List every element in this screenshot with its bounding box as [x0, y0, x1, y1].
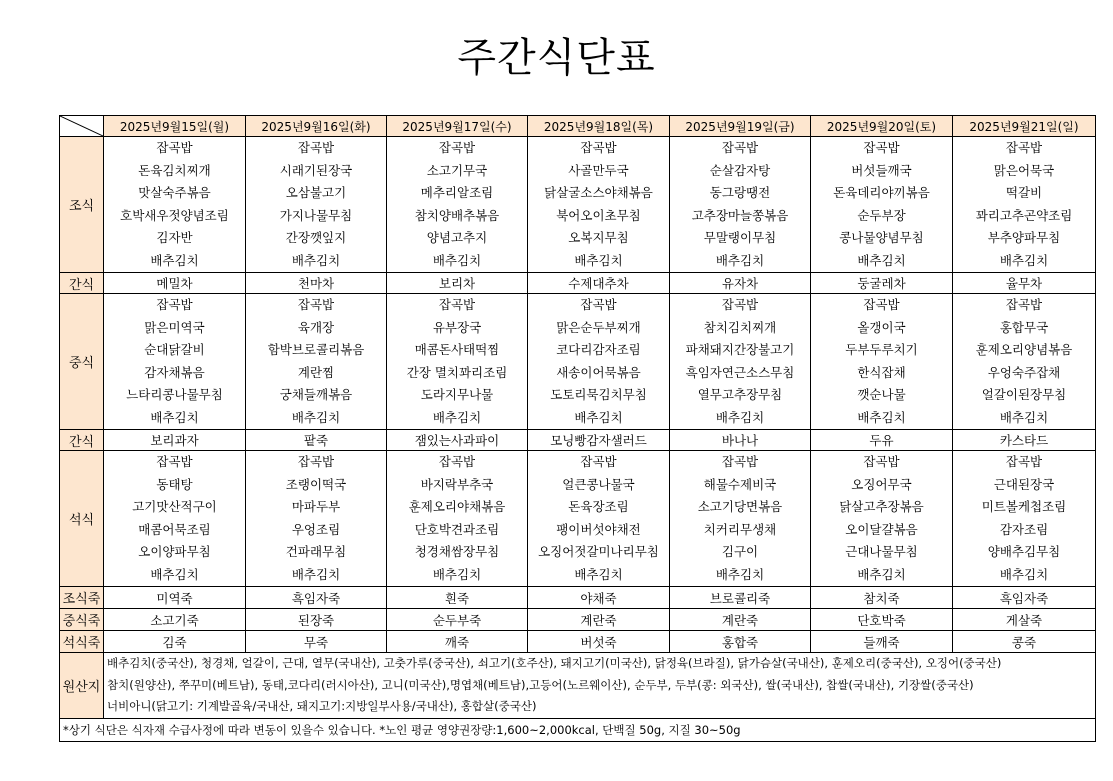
lunch-day-cell	[528, 294, 670, 430]
menu-item: 잡곡밥	[863, 297, 900, 312]
menu-item: 파채돼지간장불고기	[685, 342, 795, 357]
menu-item: 잡곡밥	[297, 297, 335, 312]
menu-item: 흑임자죽	[953, 587, 1096, 609]
origin-line: 참치(원양산), 쭈꾸미(베트남), 동태,코다리(러시아산), 고니(미국산),명엽채(베트남),고등어(노르웨이산), 순두부, 두부(콩: 외국산), 쌀(국내산), 찹쌀(국내산), 기장쌀(중국산)	[107, 677, 974, 692]
menu-item: 김구이	[721, 544, 759, 559]
menu-item: 순두부죽	[387, 609, 528, 631]
menu-item: 배추김치	[715, 409, 765, 425]
menu-item: 카스타드	[953, 430, 1096, 451]
menu-item: 잡곡밥	[721, 297, 759, 312]
origin-row	[60, 653, 1096, 719]
menu-item: 흰죽	[387, 587, 528, 609]
menu-item: 천마차	[246, 273, 387, 294]
lunch-day-cell	[953, 294, 1096, 430]
menu-item: 잡곡밥	[1005, 297, 1043, 312]
menu-item: 간장깻잎지	[285, 230, 347, 245]
menu-item: 새송이어묵볶음	[556, 364, 641, 380]
dinner-day-cell	[387, 451, 528, 587]
menu-item: 모닝빵감자샐러드	[528, 430, 670, 451]
menu-item: 참치김치찌개	[703, 319, 777, 335]
menu-item: 소고기당면볶음	[697, 499, 783, 514]
menu-item: 팥죽	[246, 430, 387, 451]
menu-item: 게살죽	[953, 609, 1096, 631]
dinner-day-cell	[528, 451, 670, 587]
menu-item: 계란찜	[297, 364, 335, 380]
menu-item: 김자반	[156, 230, 193, 245]
menu-item: 돈육데리야끼볶음	[833, 185, 930, 200]
menu-item: 오이양파무침	[138, 544, 211, 559]
menu-item: 단호박견과조림	[414, 521, 500, 537]
menu-item: 오삼불고기	[285, 185, 347, 200]
corner-cell	[60, 116, 104, 137]
menu-item: 배추김치	[715, 252, 765, 268]
menu-item: 배추김치	[432, 409, 482, 425]
menu-item: 율무차	[953, 273, 1096, 294]
menu-item: 순살감자탕	[709, 162, 771, 178]
menu-item: 해물수제비국	[703, 476, 777, 492]
porridge_dinner-label: 석식죽	[60, 631, 104, 653]
menu-item: 잡곡밥	[863, 454, 900, 469]
menu-item: 느타리콩나물무침	[126, 387, 223, 402]
breakfast-day-cell	[811, 137, 953, 273]
date-header: 2025년9월21일(일)	[953, 116, 1096, 137]
menu-item: 바지락부추국	[420, 476, 494, 492]
menu-item: 닭살고추장볶음	[839, 499, 924, 514]
breakfast-day-cell	[387, 137, 528, 273]
menu-item: 북어오이초무침	[556, 207, 641, 223]
dinner-row	[60, 451, 1096, 587]
menu-item: 배추김치	[291, 409, 341, 425]
footnote: *상기 식단은 식자재 수급사정에 따라 변동이 있을수 있습니다. *노인 평균 영양권장량:1,600~2,000kcal, 단백질 50g, 지질 30~50g	[60, 718, 1096, 741]
menu-item: 배추김치	[999, 409, 1049, 425]
menu-item: 잡곡밥	[438, 297, 476, 312]
menu-item: 돈육김치찌개	[138, 162, 211, 178]
snack2-label: 간식	[60, 430, 104, 451]
menu-item: 시래기된장국	[279, 162, 353, 178]
menu-item: 오징어무국	[851, 476, 912, 492]
origin-label: 원산지	[60, 653, 104, 719]
menu-item: 보리과자	[104, 430, 246, 451]
menu-item: 참치죽	[811, 587, 953, 609]
menu-item: 소고기죽	[104, 609, 246, 631]
menu-item: 잡곡밥	[1005, 454, 1043, 469]
menu-item: 매콤어묵조림	[138, 521, 211, 537]
menu-item: 브로콜리죽	[670, 587, 811, 609]
menu-item: 콩나물양념무침	[839, 230, 924, 245]
menu-item: 소고기무국	[426, 162, 488, 178]
menu-item: 잼있는사과파이	[387, 430, 528, 451]
dinner-day-cell	[246, 451, 387, 587]
menu-item: 잡곡밥	[438, 140, 476, 155]
menu-item: 떡갈비	[1005, 185, 1043, 200]
menu-item: 맑은미역국	[144, 319, 205, 335]
menu-item: 맛살숙주볶음	[138, 185, 211, 200]
menu-item: 청경채쌈장무침	[414, 544, 500, 559]
menu-item: 간장 멸치꽈리조림	[406, 364, 508, 380]
menu-item: 올갱이국	[857, 319, 906, 335]
menu-item: 깻순나물	[857, 387, 906, 402]
menu-item: 마파두부	[291, 499, 341, 514]
porridge_breakfast-label: 조식죽	[60, 587, 104, 609]
menu-item: 근대된장국	[993, 476, 1055, 492]
menu-item: 동태탕	[156, 476, 193, 492]
menu-item: 잡곡밥	[721, 140, 759, 155]
breakfast-day-cell	[670, 137, 811, 273]
menu-item: 맑은어묵국	[993, 162, 1055, 178]
menu-item: 유자차	[670, 273, 811, 294]
menu-item: 홍합죽	[670, 631, 811, 653]
menu-item: 잡곡밥	[580, 297, 617, 312]
menu-item: 배추김치	[291, 566, 341, 582]
menu-item: 함박브로콜리볶음	[267, 342, 365, 357]
origin-text	[104, 653, 1096, 719]
menu-item: 계란죽	[670, 609, 811, 631]
menu-item: 메추리알조림	[420, 185, 494, 200]
menu-item: 고추장마늘쫑볶음	[691, 207, 789, 223]
menu-item: 근대나물무침	[845, 544, 918, 559]
menu-item: 훈제오리양념볶음	[975, 342, 1073, 357]
menu-item: 콩죽	[953, 631, 1096, 653]
menu-item: 오이달걀볶음	[845, 521, 918, 537]
origin-line: 너비아니(닭고기: 기계발골육/국내산, 돼지고기:지방일부사용/국내산), 홍합살(중국산)	[107, 699, 537, 713]
dinner-day-cell	[104, 451, 246, 587]
snack2-row	[60, 430, 1096, 451]
menu-item: 배추김치	[715, 566, 765, 582]
origin-line: 배추김치(중국산), 청경채, 얼갈이, 근대, 열무(국내산), 고춧가루(중국산), 쇠고기(호주산), 돼지고기(미국산), 닭정육(브라질), 닭가슴살(국내산), 훈제오리(중국산), 오징어(중국산)	[107, 656, 1002, 670]
menu-item: 배추김치	[150, 409, 199, 425]
lunch-row	[60, 294, 1096, 430]
weekly-menu-table	[59, 115, 1096, 742]
menu-item: 미트볼케첩조림	[981, 499, 1067, 514]
menu-item: 배추김치	[150, 252, 199, 268]
menu-item: 조랭이떡국	[285, 476, 347, 492]
menu-item: 가지나물무침	[279, 207, 353, 223]
date-header: 2025년9월20일(토)	[811, 116, 953, 137]
breakfast-day-cell	[953, 137, 1096, 273]
menu-item: 버섯죽	[528, 631, 670, 653]
menu-item: 김죽	[104, 631, 246, 653]
menu-item: 흑임자죽	[246, 587, 387, 609]
breakfast-label: 조식	[60, 137, 104, 273]
menu-item: 배추김치	[999, 566, 1049, 582]
note-row	[60, 718, 1096, 741]
date-header: 2025년9월17일(수)	[387, 116, 528, 137]
menu-item: 들깨죽	[811, 631, 953, 653]
menu-item: 잡곡밥	[438, 454, 476, 469]
menu-item: 배추김치	[574, 409, 623, 425]
menu-item: 계란죽	[528, 609, 670, 631]
menu-item: 두유	[811, 430, 953, 451]
porridge_lunch-row	[60, 609, 1096, 631]
menu-item: 우엉조림	[291, 521, 341, 537]
dinner-day-cell	[811, 451, 953, 587]
menu-item: 도토리묵김치무침	[550, 387, 647, 402]
menu-item: 양배추김무침	[987, 544, 1061, 559]
menu-item: 훈제오리야채볶음	[408, 499, 506, 514]
menu-item: 잡곡밥	[297, 140, 335, 155]
menu-item: 배추김치	[291, 252, 341, 268]
menu-item: 배추김치	[432, 252, 482, 268]
menu-item: 배추김치	[999, 252, 1049, 268]
menu-item: 우엉숙주잡채	[987, 364, 1061, 380]
date-header: 2025년9월16일(화)	[246, 116, 387, 137]
menu-item: 잡곡밥	[156, 140, 193, 155]
menu-item: 도라지무나물	[420, 387, 494, 402]
breakfast-row	[60, 137, 1096, 273]
menu-item: 감자채볶음	[144, 364, 205, 380]
menu-item: 수제대추차	[528, 273, 670, 294]
lunch-day-cell	[387, 294, 528, 430]
menu-item: 야채죽	[528, 587, 670, 609]
menu-item: 배추김치	[150, 566, 199, 582]
date-header: 2025년9월15일(월)	[104, 116, 246, 137]
menu-item: 순두부장	[857, 207, 906, 223]
menu-item: 된장죽	[246, 609, 387, 631]
page-title: 주간식단표	[457, 35, 656, 81]
menu-item: 유부장국	[432, 319, 482, 335]
dinner-label: 석식	[60, 451, 104, 587]
menu-item: 잡곡밥	[580, 454, 617, 469]
menu-item: 잡곡밥	[156, 454, 193, 469]
menu-item: 팽이버섯야채전	[556, 521, 641, 537]
menu-item: 잡곡밥	[863, 140, 900, 155]
menu-item: 잡곡밥	[721, 454, 759, 469]
header-row	[60, 116, 1096, 137]
menu-item: 무죽	[246, 631, 387, 653]
menu-item: 닭살굴소스야채볶음	[544, 185, 653, 200]
lunch-day-cell	[811, 294, 953, 430]
menu-item: 꽈리고추곤약조림	[975, 207, 1073, 223]
menu-item: 잡곡밥	[156, 297, 193, 312]
menu-item: 무말랭이무침	[703, 230, 777, 245]
menu-item: 사골만두국	[568, 162, 629, 178]
snack1-label: 간식	[60, 273, 104, 294]
date-header: 2025년9월18일(목)	[528, 116, 670, 137]
menu-item: 배추김치	[574, 252, 623, 268]
porridge_lunch-label: 중식죽	[60, 609, 104, 631]
breakfast-day-cell	[528, 137, 670, 273]
menu-item: 홍합무국	[999, 319, 1049, 335]
lunch-label: 중식	[60, 294, 104, 430]
porridge_dinner-row	[60, 631, 1096, 653]
menu-item: 버섯들깨국	[851, 162, 912, 178]
menu-item: 잡곡밥	[580, 140, 617, 155]
menu-item: 한식잡채	[857, 364, 906, 380]
menu-item: 동그랑땡전	[709, 185, 771, 200]
menu-item: 육개장	[297, 319, 335, 335]
menu-item: 메밀차	[104, 273, 246, 294]
menu-item: 코다리감자조림	[556, 342, 641, 357]
menu-item: 오징어젓갈미나리무침	[538, 544, 659, 559]
menu-item: 배추김치	[574, 566, 623, 582]
menu-item: 둥굴레차	[811, 273, 953, 294]
lunch-day-cell	[670, 294, 811, 430]
menu-item: 잡곡밥	[1005, 140, 1043, 155]
menu-item: 미역죽	[104, 587, 246, 609]
menu-item: 순대닭갈비	[144, 342, 205, 357]
porridge_breakfast-row	[60, 587, 1096, 609]
breakfast-day-cell	[104, 137, 246, 273]
menu-item: 부추양파무침	[987, 230, 1061, 245]
menu-item: 호박새우젓양념조림	[120, 207, 229, 223]
menu-item: 얼갈이된장무침	[981, 387, 1067, 402]
menu-item: 열무고추장무침	[697, 387, 783, 402]
menu-item: 배추김치	[857, 409, 906, 425]
breakfast-day-cell	[246, 137, 387, 273]
menu-item: 배추김치	[857, 566, 906, 582]
menu-item: 궁채들깨볶음	[279, 387, 353, 402]
menu-item: 배추김치	[432, 566, 482, 582]
menu-item: 감자조림	[999, 521, 1049, 537]
lunch-day-cell	[246, 294, 387, 430]
menu-item: 맑은순두부찌개	[556, 319, 641, 335]
menu-item: 건파래무침	[285, 544, 347, 559]
menu-item: 치커리무생채	[703, 521, 777, 537]
menu-item: 고기맛산적구이	[132, 499, 217, 514]
lunch-day-cell	[104, 294, 246, 430]
menu-item: 보리차	[387, 273, 528, 294]
menu-item: 참치양배추볶음	[414, 207, 500, 223]
date-header: 2025년9월19일(금)	[670, 116, 811, 137]
menu-item: 흑임자연근소스무침	[685, 364, 795, 380]
snack1-row	[60, 273, 1096, 294]
menu-item: 돈육장조림	[568, 499, 629, 514]
menu-item: 오복지무침	[568, 230, 629, 245]
menu-item: 배추김치	[857, 252, 906, 268]
menu-item: 단호박죽	[811, 609, 953, 631]
dinner-day-cell	[670, 451, 811, 587]
menu-item: 두부두루치기	[845, 342, 918, 357]
dinner-day-cell	[953, 451, 1096, 587]
menu-item: 잡곡밥	[297, 454, 335, 469]
menu-item: 얼큰콩나물국	[562, 476, 635, 492]
menu-item: 매콤돈사태떡찜	[414, 342, 500, 357]
menu-item: 양념고추지	[426, 230, 488, 245]
menu-item: 깨죽	[387, 631, 528, 653]
menu-item: 바나나	[670, 430, 811, 451]
